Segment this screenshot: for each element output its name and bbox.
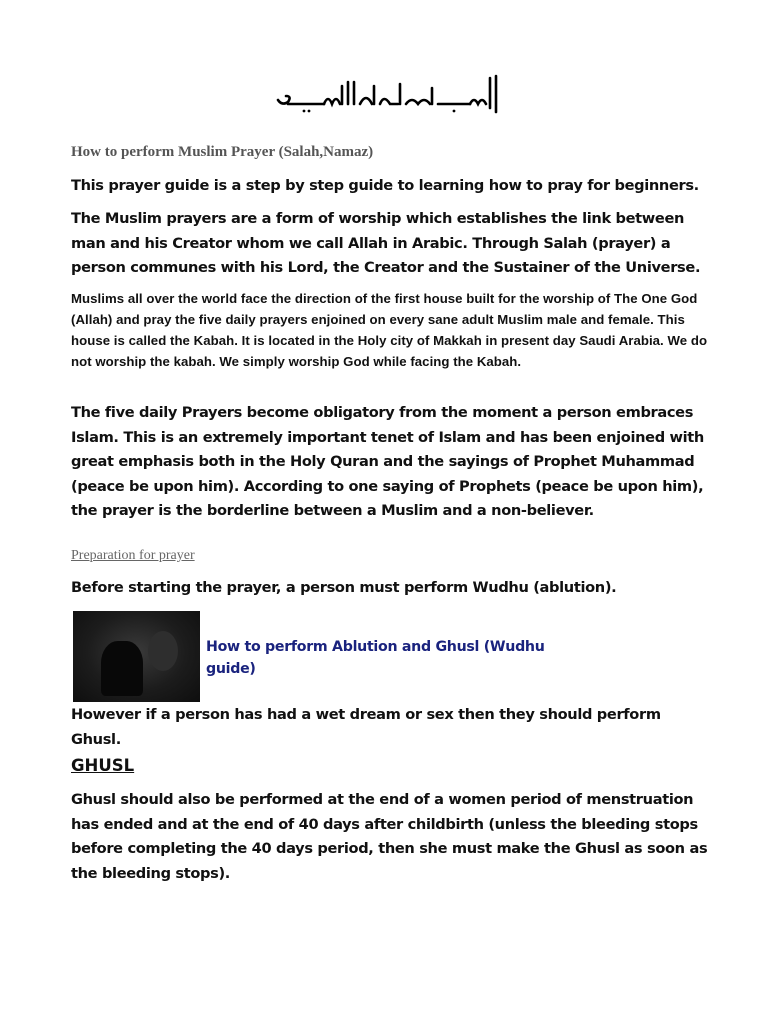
wudhu-guide-link[interactable]: How to perform Ablution and Ghusl (Wudhu guide) — [206, 639, 545, 677]
bismillah-calligraphy — [274, 74, 502, 116]
ghusl-paragraph: Ghusl should also be performed at the end of a women period of menstruation has ended and at the end of 40 days after childbirth (unless the bleeding stops before completing the 40 days period, then she must make the Ghusl as soon as the bleeding stops). — [71, 791, 708, 882]
thumbnail-figure — [101, 641, 143, 696]
direction-paragraph: Muslims all over the world face the direction of the first house built for the worship of The One God (Allah) and pray the five daily prayers enjoined on every sane adult Muslim male and female. This house is called the Kabah. It is located in the Holy city of Makkah in present day Saudi Arabia. We do not worship the kabah. We simply worship God while facing the Kabah. — [71, 291, 708, 369]
worship-paragraph: The Muslim prayers are a form of worship which establishes the link between man and his Creator whom we call Allah in Arabic. Through Salah (prayer) a person communes with his Lord, the Creator and the Sustainer of the Universe. — [71, 210, 701, 276]
ghusl-intro: However if a person has had a wet dream or sex then they should perform Ghusl. — [71, 706, 661, 748]
intro-paragraph: This prayer guide is a step by step guide to learning how to pray for beginners. — [71, 177, 699, 194]
ghusl-heading: GHUSL — [71, 756, 135, 775]
thumbnail-figure — [148, 631, 178, 671]
preparation-heading: Preparation for prayer — [71, 548, 195, 563]
wudhu-intro: Before starting the prayer, a person must perform Wudhu (ablution). — [71, 579, 617, 596]
document-title: How to perform Muslim Prayer (Salah,Namaz) — [71, 144, 374, 160]
obligatory-paragraph: The five daily Prayers become obligatory from the moment a person embraces Islam. This is an extremely important tenet of Islam and has been enjoined with great emphasis both in the Holy Quran and the sayings of Prophet Muhammad (peace be upon him). According to one saying of Prophets (peace be upon him), the prayer is the borderline between a Muslim and a non-believer. — [71, 404, 704, 519]
ablution-thumbnail[interactable] — [73, 611, 200, 702]
